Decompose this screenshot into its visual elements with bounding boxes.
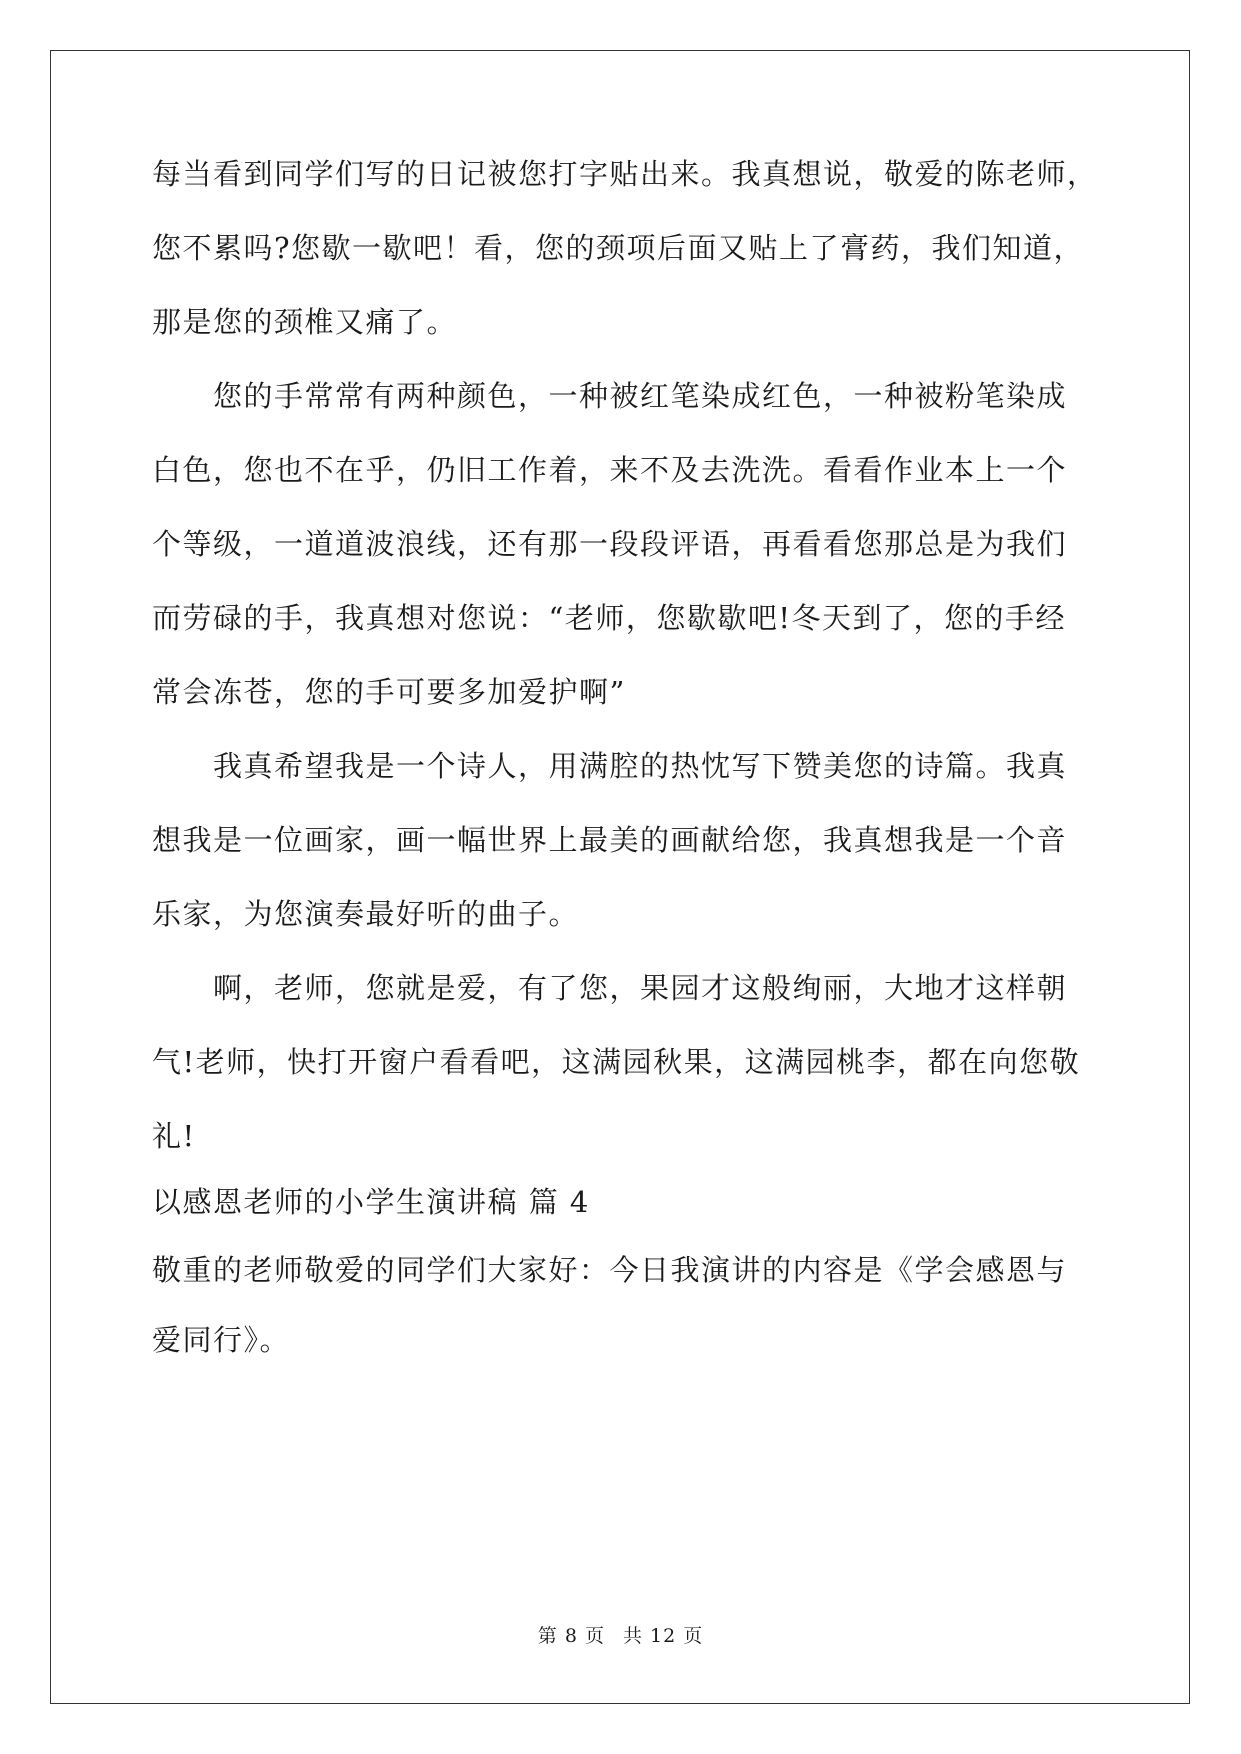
text-line: 白色，您也不在乎，仍旧工作着，来不及去洗洗。看看作业本上一个 (152, 453, 1068, 487)
text-line: 每当看到同学们写的日记被您打字贴出来。我真想说，敬爱的陈老师， (152, 157, 1098, 191)
section-heading: 以感恩老师的小学生演讲稿 篇 4 (152, 1185, 590, 1219)
paragraph-start-line: 您的手常常有两种颜色，一种被红笔染成红色，一种被粉笔染成 (152, 379, 1068, 413)
text-line: 敬重的老师敬爱的同学们大家好：今日我演讲的内容是《学会感恩与 (152, 1253, 1068, 1287)
page-footer (0, 1624, 1241, 1648)
page-border (50, 50, 1190, 1704)
text-line: 而劳碌的手，我真想对您说：“老师，您歇歇吧!冬天到了，您的手经 (152, 601, 1066, 635)
text-line: 爱同行》。 (152, 1323, 291, 1357)
text-line: 个等级，一道道波浪线，还有那一段段评语，再看看您那总是为我们 (152, 527, 1068, 561)
text-line: 气!老师，快打开窗户看看吧，这满园秋果，这满园桃李，都在向您敬 (152, 1045, 1081, 1079)
paragraph-start-line: 我真希望我是一个诗人，用满腔的热忱写下赞美您的诗篇。我真 (152, 749, 1068, 783)
text-line: 那是您的颈椎又痛了。 (152, 305, 458, 339)
text-line: 想我是一位画家，画一幅世界上最美的画献给您，我真想我是一个音 (152, 823, 1068, 857)
text-line: 您不累吗?您歇一歇吧！看，您的颈项后面又贴上了膏药，我们知道， (152, 231, 1085, 265)
text-line: 礼! (152, 1119, 196, 1153)
text-line: 乐家，为您演奏最好听的曲子。 (152, 897, 580, 931)
page-total: 共 12 页 (622, 1625, 704, 1647)
paragraph-start-line: 啊，老师，您就是爱，有了您，果园才这般绚丽，大地才这样朝 (152, 971, 1068, 1005)
page-number: 第 8 页 (537, 1625, 605, 1647)
text-line: 常会冻苍，您的手可要多加爱护啊” (152, 675, 626, 709)
